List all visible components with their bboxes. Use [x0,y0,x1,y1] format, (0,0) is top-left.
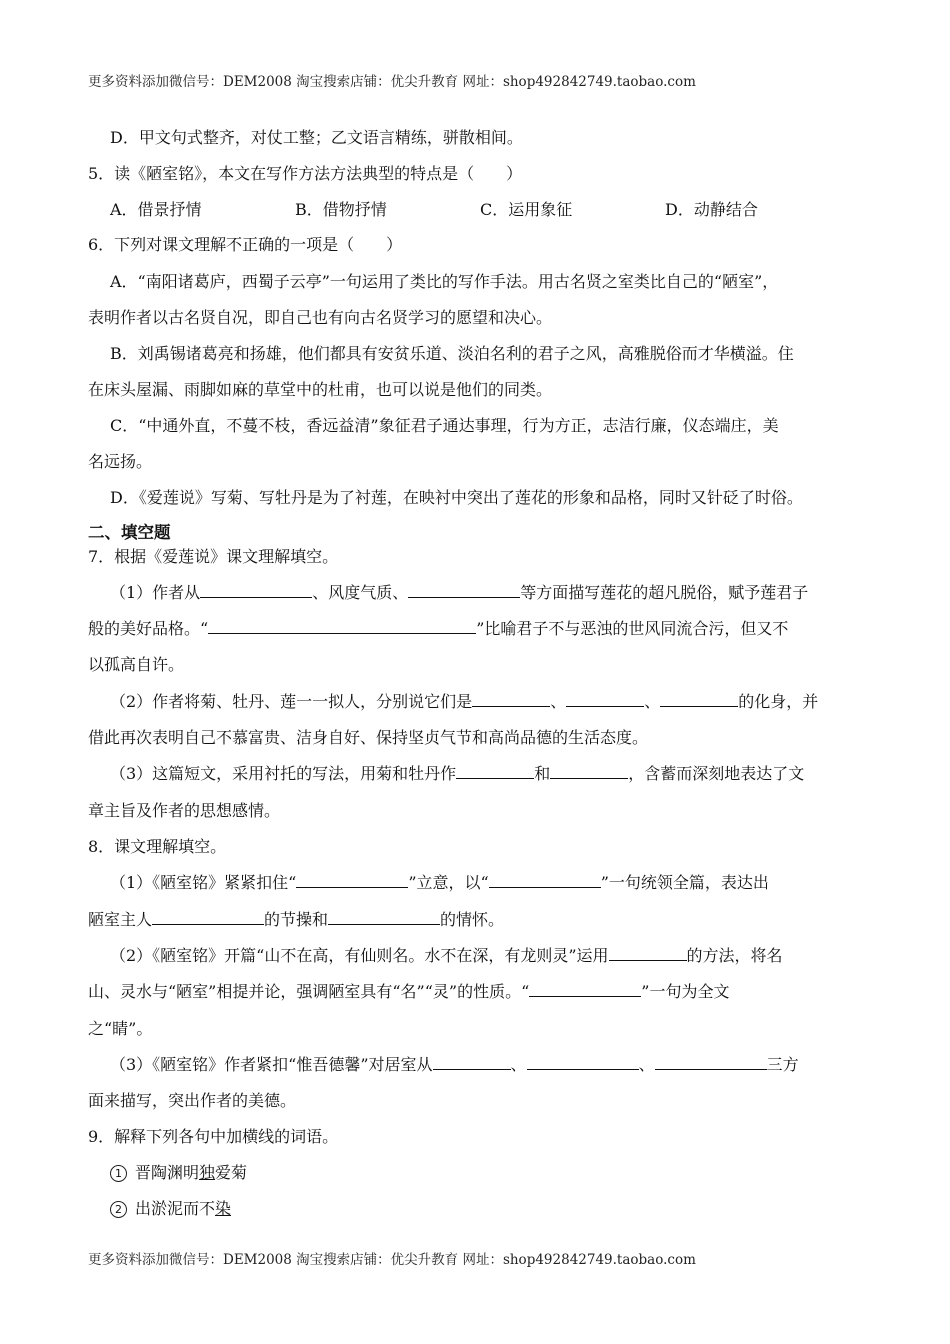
q7-part1-line2 [88,619,788,639]
q8-part3-line1 [110,1055,799,1075]
q9-item-1 [110,1163,247,1183]
q8-part2-line3: 之“睛”。 [88,1019,153,1038]
q7-text: ，含蓄而深刻地表达了文 [628,764,805,783]
q7-text: ”比喻君子不与恶浊的世风同流合污，但又不 [476,619,789,638]
answer-blank[interactable] [472,692,550,707]
q6-option-d: D．《爱莲说》写菊、写牡丹是为了衬莲，在映衬中突出了莲花的形象和品格，同时又针砭了时俗。 [110,488,803,507]
circled-number-1: 1 [110,1165,127,1182]
q8-text: 陋室主人 [88,910,153,929]
q7-text: （3）这篇短文，采用衬托的写法，用菊和牡丹作 [110,764,457,783]
q7-text: 和 [534,764,551,783]
answer-blank[interactable] [208,619,476,634]
circled-number-2: 2 [110,1201,127,1218]
q8-part1-line1 [110,873,769,893]
q6-option-a-line2: 表明作者以古名贤自况，即自己也有向古名贤学习的愿望和决心。 [88,308,553,327]
q8-text: （1）《陋室铭》紧紧扣住“ [110,873,297,892]
q7-text: 般的美好品格。“ [88,619,209,638]
q8-text: ”一句为全文 [641,982,730,1001]
q6-option-b-line1: B．刘禹锡诸葛亮和扬雄，他们都具有安贫乐道、淡泊名利的君子之风，高雅脱俗而才华横溢。住 [110,344,794,363]
q9-item-2 [110,1199,231,1219]
answer-blank[interactable] [609,946,687,961]
q7-part1-line1 [110,583,808,603]
answer-blank[interactable] [655,1055,767,1070]
q7-part2-line1 [110,692,818,712]
q5-option-d: D．动静结合 [665,200,758,219]
q7-part3-line2: 章主旨及作者的思想感情。 [88,801,281,820]
q8-text: 的方法，将名 [686,946,783,965]
q7-text: 等方面描写莲花的超凡脱俗，赋予莲君子 [520,583,809,602]
q5-option-c: C．运用象征 [480,200,573,219]
q7-text: 、 [550,692,567,711]
q8-text: （2）《陋室铭》开篇“山不在高，有仙则名。水不在深，有龙则灵”运用 [110,946,609,965]
answer-blank[interactable] [489,873,601,888]
answer-blank[interactable] [200,583,312,598]
q8-part2-line1 [110,946,783,966]
q7-text: 、 [644,692,661,711]
page-header: 更多资料添加微信号：DEM2008 淘宝搜索店铺：优尖升教育 网址：shop492842749.taobao.com [88,74,696,90]
q7-text: （2）作者将菊、牡丹、莲一一拟人，分别说它们是 [110,692,473,711]
answer-blank[interactable] [296,873,408,888]
q8-text: 、 [510,1055,527,1074]
answer-blank[interactable] [550,764,628,779]
q7-part2-line2: 借此再次表明自己不慕富贵、洁身自好、保持坚贞气节和高尚品德的生活态度。 [88,728,649,747]
q6-option-c-line2: 名远扬。 [88,452,153,471]
answer-blank[interactable] [408,583,520,598]
q8-part3-line2: 面来描写，突出作者的美德。 [88,1091,297,1110]
q8-stem: 8．课文理解填空。 [88,837,227,856]
section-title-fill-in: 二、填空题 [88,523,171,542]
q8-part2-line2 [88,982,729,1002]
answer-blank[interactable] [566,692,644,707]
answer-blank[interactable] [660,692,738,707]
q8-text: ”立意，以“ [408,873,489,892]
answer-blank[interactable] [433,1055,511,1070]
q6-option-c-line1: C．“中通外直，不蔓不枝，香远益清”象征君子通达事理，行为方正，志洁行廉，仪态端庄，美 [110,416,779,435]
page-footer: 更多资料添加微信号：DEM2008 淘宝搜索店铺：优尖升教育 网址：shop492842749.taobao.com [88,1252,696,1268]
q7-part3-line1 [110,764,804,784]
q8-text: 山、灵水与“陋室”相提并论，强调陋室具有“名”“灵”的性质。“ [88,982,530,1001]
q7-part1-line3: 以孤高自许。 [88,655,185,674]
q6-option-a-line1: A．“南阳诸葛庐，西蜀子云亭”一句运用了类比的写作手法。用古名贤之室类比自己的“陋室”， [110,272,779,291]
q5-option-a: A．借景抒情 [110,200,202,219]
q7-text: 的化身，并 [738,692,819,711]
q8-text: ”一句统领全篇，表达出 [600,873,769,892]
q9-text: 出淤泥而不 [135,1199,216,1218]
q9-text: 爱菊 [215,1163,248,1182]
answer-blank[interactable] [152,910,264,925]
answer-blank[interactable] [456,764,534,779]
underlined-word: 独 [199,1163,216,1182]
q9-text: 晋陶渊明 [135,1163,200,1182]
answer-blank[interactable] [529,982,641,997]
answer-blank[interactable] [527,1055,639,1070]
q8-text: 的节操和 [264,910,329,929]
q6-stem: 6．下列对课文理解不正确的一项是（ ） [88,235,403,254]
q8-text: 三方 [766,1055,799,1074]
q8-text: 、 [638,1055,655,1074]
underlined-word: 染 [215,1199,232,1218]
q8-text: （3）《陋室铭》作者紧扣“惟吾德馨”对居室从 [110,1055,433,1074]
q6-option-b-line2: 在床头屋漏、雨脚如麻的草堂中的杜甫，也可以说是他们的同类。 [88,380,553,399]
q5-option-b: B．借物抒情 [295,200,387,219]
answer-blank[interactable] [328,910,440,925]
q8-part1-line2 [88,910,504,930]
q5-options [110,200,870,220]
q9-stem: 9．解释下列各句中加横线的词语。 [88,1127,339,1146]
q8-text: 的情怀。 [440,910,505,929]
q4-option-d: D．甲文句式整齐，对仗工整；乙文语言精练，骈散相间。 [110,128,523,147]
q7-stem: 7．根据《爱莲说》课文理解填空。 [88,547,339,566]
q5-stem: 5．读《陋室铭》，本文在写作方法方法典型的特点是（ ） [88,164,523,183]
q7-text: 、风度气质、 [312,583,409,602]
q7-text: （1）作者从 [110,583,201,602]
